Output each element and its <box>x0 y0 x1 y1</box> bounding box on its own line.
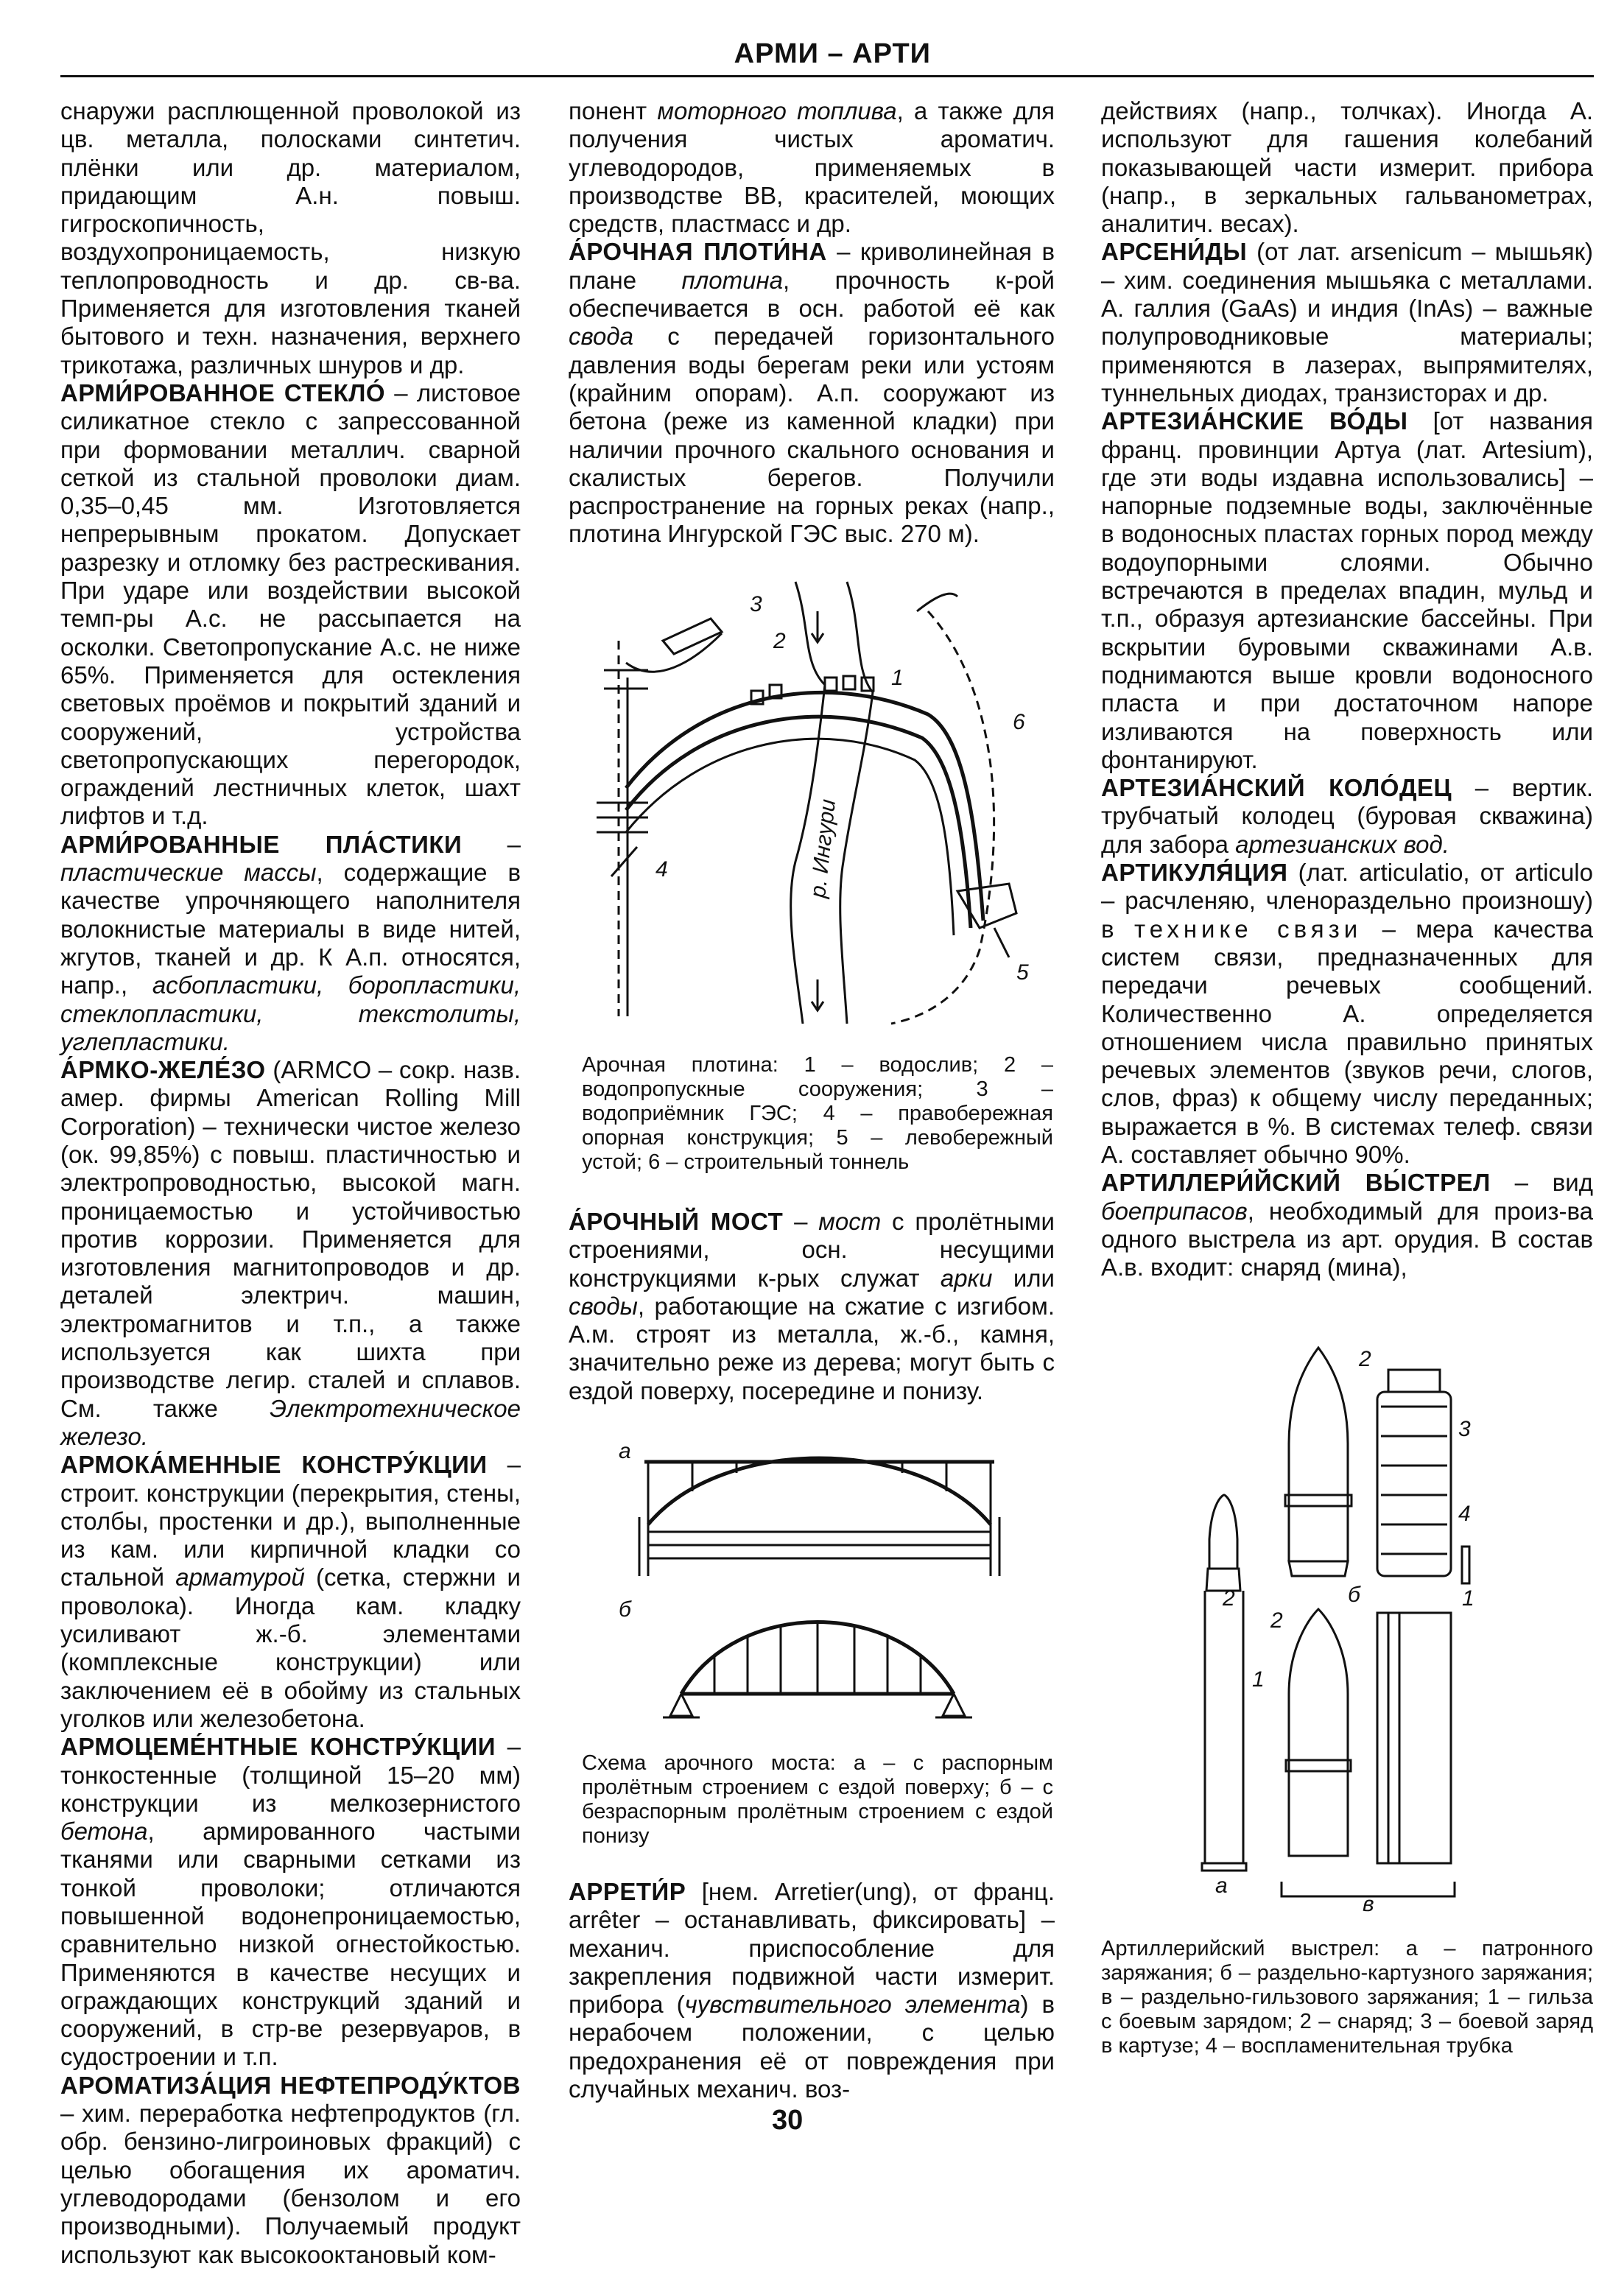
fig3-label-2v: 2 <box>1270 1608 1283 1633</box>
bridge-a-deck-arch <box>639 1458 999 1576</box>
entry-term: АРСЕНИ́ДЫ <box>1101 238 1248 266</box>
entry-aromatizatsiya: АРОМАТИЗА́ЦИЯ НЕФТЕПРОДУ́КТОВ – хим. переработка нефтепродуктов (гл. обр. бензино-лигроиновых фракций) с целью обогащения их ароматич. углеводородами (бензолом и его производными). Получаемый продукт используют как высокооктановый ком- <box>60 2071 521 2268</box>
entry-term: АРМИ́РОВАННЫЕ ПЛА́СТИКИ <box>60 830 463 858</box>
fig1-label-6: 6 <box>1013 710 1025 734</box>
construction-tunnel <box>891 594 994 1024</box>
cross-reference: плотина <box>681 266 783 294</box>
column-3 <box>1101 97 1593 1281</box>
fig3-label-1v: 1 <box>1462 1586 1474 1611</box>
cross-reference: асбопластики, боропластики, стеклопластики, текстолиты, углепластики. <box>60 971 521 1055</box>
entry-term: АРОМАТИЗА́ЦИЯ НЕФТЕПРОДУ́КТОВ <box>60 2071 521 2099</box>
fig3-caption: Артиллерийский выстрел: а – патронного заряжания; б – раздельно-картузного заряжания; в – раздельно-гильзового заряжания; 1 – гильза с боевым зарядом; 2 – снаряд; 3 – боевой заряд в картузе; 4 – воспламенительная трубка <box>1101 1937 1593 2058</box>
river-label: р. Ингури <box>806 798 841 899</box>
fig3-label-2a: 2 <box>1223 1586 1235 1611</box>
entry-arochnyi-most: А́РОЧНЫЙ МОСТ – мост с пролётными строениями, осн. несущими конструкциями к-рых служат арки или своды, работающие на сжатие с изгибом. А.м. строят из металла, ж.-б., камня, значительно реже из дерева; могут быть с ездой поверху, посередине и понизу. <box>569 1208 1055 1404</box>
entry-artezianskie-vody: АРТЕЗИА́НСКИЕ ВО́ДЫ [от названия франц. провинции Артуа (лат. Artesium), где эти воды издавна использовались] – напорные подземные воды, заключённые в водоносных пластах горных пород между водоупорными слоями. Обычно встречаются в пределах впадин, мульд и т.п., образуя артезианские бассейны. При вскрытии буровыми скважинами А.в. поднимаются выше кровли водоносного пласта и при достаточном напоре изливаются на поверхность или фонтанируют. <box>1101 407 1593 773</box>
artillery-round-figure <box>1178 1347 1502 1916</box>
round-a-fixed <box>1202 1495 1246 1871</box>
spaced-term: технике связи <box>1133 915 1363 943</box>
fig3-label-a: а <box>1215 1874 1228 1898</box>
fig3-label-4: 4 <box>1458 1502 1471 1526</box>
fig2-caption: Схема арочного моста: а – с распорным пролётным строением с ездой поверху; б – с безраспорным пролётным строением с ездой понизу <box>582 1751 1053 1848</box>
entry-term: А́РОЧНАЯ ПЛОТИ́НА <box>569 238 827 266</box>
cross-reference: Электротехническое железо. <box>60 1394 521 1450</box>
entry-term: АРТИКУЛЯ́ЦИЯ <box>1101 859 1288 887</box>
entry-term: АРРЕТИ́Р <box>569 1878 686 1905</box>
fig1-label-5: 5 <box>1016 960 1029 985</box>
fig3-label-3: 3 <box>1458 1417 1471 1441</box>
cross-reference: пластические массы <box>60 859 317 887</box>
fig1-label-4: 4 <box>655 857 668 882</box>
entry-term: АРМОЦЕМЕ́НТНЫЕ КОНСТРУ́КЦИИ <box>60 1733 496 1761</box>
arch-bridge-figure <box>611 1439 1009 1738</box>
entry-term: АРТИЛЛЕРИ́ЙСКИЙ ВЫ́СТРЕЛ <box>1101 1169 1491 1197</box>
entry-term: АРТЕЗИА́НСКИЕ ВО́ДЫ <box>1101 407 1408 435</box>
entry-artikulyatsiya: АРТИКУЛЯ́ЦИЯ (лат. articulatio, от articulo – расчленяю, членораздельно произношу) в технике связи – мера качества систем связи, предназначенных для передачи речевых сообщений. Количественно А. определяется отношением числа правильно принятых речевых элементов (звуков речи, слогов, слов, фраз) к общему числу переданных; выражается в %. В системах телеф. связи А. составляет обычно 90%. <box>1101 859 1594 1168</box>
continued-paragraph: действиях (напр., толчках). Иногда А. используют для гашения колебаний показывающей части измерит. прибора (напр., в зеркальных гальванометрах, аналитич. весах). <box>1101 97 1593 238</box>
fig3-label-2b: 2 <box>1359 1347 1371 1371</box>
column-2-top <box>569 97 1055 549</box>
column-2-middle <box>569 1208 1055 1405</box>
round-c-separate-case <box>1282 1609 1455 1896</box>
entry-term: АРМОКА́МЕННЫЕ КОНСТРУ́КЦИИ <box>60 1451 488 1479</box>
left-bank-line <box>619 641 628 1016</box>
cross-reference: свода <box>569 323 633 351</box>
fig1-label-3: 3 <box>750 592 762 616</box>
entry-term: АРМИ́РОВАННОЕ СТЕКЛО́ <box>60 379 386 407</box>
cross-reference: чувствительного элемента <box>684 1991 1021 2019</box>
column-2-bottom <box>569 1878 1055 2103</box>
entry-artilleriiskii-vystrel: АРТИЛЛЕРИ́ЙСКИЙ ВЫ́СТРЕЛ – вид боеприпасов, необходимый для произ-ва одного выстрела из арт. орудия. В состав А.в. входит: снаряд (мина), <box>1101 1169 1593 1281</box>
entry-armokamennye-konstruktsii: АРМОКА́МЕННЫЕ КОНСТРУ́КЦИИ – строит. конструкции (перекрытия, стены, столбы, простенки и др.), выполненные из кам. или кирпичной кладки со стальной арматурой (сетка, стержни и проволока). Иногда кам. кладку усиливают ж.-б. элементами (комплексные конструкции) или заключением её в обойму из стальных уголков или железобетона. <box>60 1451 521 1732</box>
dam-arch <box>626 692 983 935</box>
bridge-b-tied-arch <box>663 1622 972 1718</box>
fig2-label-b: б <box>619 1597 631 1622</box>
left-abutment <box>957 884 1016 957</box>
entry-armko-zhelezo: А́РМКО-ЖЕЛЕ́ЗО (ARMCO – сокр. назв. амер. фирмы American Rolling Mill Corporation) – технически чистое железо (ок. 99,85%) с повыш. пластичностью и электропроводностью, высокой магн. проницаемостью и устойчивостью против коррозии. Применяется для изготовления магнитопроводов и др. деталей электрич. машин, электромагнитов и т.п., а также используется как шихта при производстве легир. сталей и сплавов. См. также Электротехническое железо. <box>60 1056 521 1450</box>
entry-armirovannye-plastiki: АРМИ́РОВАННЫЕ ПЛА́СТИКИ – пластические массы, содержащие в качестве упрочняющего наполнителя волокнистые материалы в виде нитей, жгутов, тканей и др. К А.п. относятся, напр., асбопластики, боропластики, стеклопластики, текстолиты, углепластики. <box>60 830 521 1055</box>
entry-armirovannoe-steklo: АРМИ́РОВАННОЕ СТЕКЛО́ – листовое силикатное стекло с запрессованной при формовании металлич. сварной сеткой из стальной проволоки диам. 0,35–0,45 мм. Изготовляется непрерывным прокатом. Допускает разрезку и отломку без растрескивания. При ударе или воздействии высокой темп-ры А.с. не рассыпается на осколки. Светопропускание А.с. не ниже 65%. Применяется для остекления световых проёмов и покрытий зданий и сооружений, устройства светопропускающих перегородок, ограждений лестничных клеток, шахт лифтов и т.д. <box>60 379 521 830</box>
entry-term: А́РОЧНЫЙ МОСТ <box>569 1208 784 1235</box>
cross-reference: артезианских вод. <box>1235 830 1449 858</box>
water-intake <box>604 619 722 689</box>
arch-dam-figure <box>582 567 1053 1038</box>
header-rule <box>60 75 1594 77</box>
entry-term: АРТЕЗИА́НСКИЙ КОЛО́ДЕЦ <box>1101 774 1452 802</box>
cross-reference: своды <box>569 1292 638 1320</box>
column-1 <box>60 97 521 2269</box>
fig1-label-2: 2 <box>773 629 786 653</box>
cross-reference: бетона <box>60 1818 148 1846</box>
page-header <box>60 38 1594 81</box>
cross-reference: арматурой <box>175 1563 305 1591</box>
fig3-label-1a: 1 <box>1252 1667 1265 1692</box>
continued-paragraph: снаружи расплющенной проволокой из цв. металла, полосками синтетич. плёнки или др. материалом, придающим А.н. повыш. гигроскопичность, воздухопроницаемость, низкую теплопроводность и др. св-ва. Применяется для изготовления тканей бытового и техн. назначения, верхнего трикотажа, различных шнуров и др. <box>60 97 521 379</box>
continued-paragraph: понент моторного топлива, а также для получения чистых ароматич. углеводородов, применяемых в производстве ВВ, красителей, моющих средств, пластмасс и др. <box>569 97 1055 238</box>
cross-reference: боеприпасов <box>1101 1197 1248 1225</box>
round-b-bagged <box>1285 1348 1469 1583</box>
spillway-blocks <box>751 676 873 704</box>
fig1-label-1: 1 <box>891 666 904 690</box>
cross-reference: арки <box>940 1264 993 1292</box>
entry-artezianskii-kolodets: АРТЕЗИА́НСКИЙ КОЛО́ДЕЦ – вертик. трубчатый колодец (буровая скважина) для забора артезианских вод. <box>1101 774 1593 858</box>
cross-reference: мост <box>818 1208 882 1235</box>
fig3-label-b: б <box>1348 1583 1360 1607</box>
cross-reference: моторного топлива <box>657 97 897 124</box>
fig1-caption: Арочная плотина: 1 – водослив; 2 – водопропускные сооружения; 3 – водоприёмник ГЭС; 4 – правобережная опорная конструкция; 5 – левобережный устой; 6 – строительный тоннель <box>582 1053 1053 1174</box>
right-bank-support <box>597 803 648 876</box>
page-number: 30 <box>772 2105 804 2136</box>
fig3-label-v: в <box>1363 1892 1374 1916</box>
entry-armotsementnye-konstruktsii: АРМОЦЕМЕ́НТНЫЕ КОНСТРУ́КЦИИ – тонкостенные (толщиной 15–20 мм) конструкции из мелкозернистого бетона, армированного частыми тканями или сварными сетками из тонкой проволоки; отличаются повышенной водонепроницаемостью, сравнительно низкой огнестойкостью. Применяются в качестве несущих и ограждающих конструкций зданий и сооружений, в стр-ве резервуаров, в судостроении и т.п. <box>60 1733 521 2071</box>
running-head: АРМИ – АРТИ <box>734 38 931 69</box>
entry-arochnaya-plotina: А́РОЧНАЯ ПЛОТИ́НА – криволинейная в плане плотина, прочность к-рой обеспечивается в осн. работой её как свода с передачей горизонтального давления воды берегам реки или устоям (крайним опорам). А.п. сооружают из бетона (реже из каменной кладки) при наличии прочного скального основания и скалистых берегов. Получили распространение на горных реках (напр., плотина Ингурской ГЭС выс. 270 м). <box>569 238 1055 548</box>
fig2-label-a: а <box>619 1439 631 1463</box>
entry-arretir: АРРЕТИ́Р [нем. Arretier(ung), от франц. arrêter – останавливать, фиксировать] – механич. приспособление для закрепления подвижной части измерит. прибора (чувствительного элемента) в нерабочем положении, с целью предохранения её от повреждения при случайных механич. воз- <box>569 1878 1055 2103</box>
entry-term: А́РМКО-ЖЕЛЕ́ЗО <box>60 1056 266 1084</box>
entry-arsenidy: АРСЕНИ́ДЫ (от лат. arsenicum – мышьяк) – хим. соединения мышьяка с металлами. А. галлия (GaAs) и индия (InAs) – важные полупроводниковые материалы; применяются в лазерах, выпрямителях, туннельных диодах, транзисторах и др. <box>1101 238 1593 407</box>
